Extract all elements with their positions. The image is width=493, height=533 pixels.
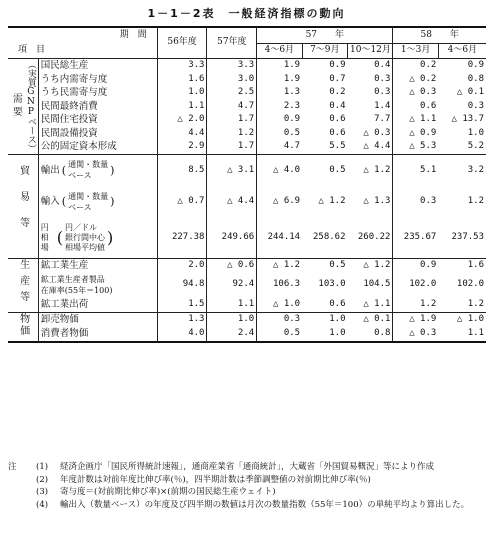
header-56: 56年度	[157, 27, 207, 59]
q58-1: 1～3月	[393, 43, 438, 58]
group-prod-label: 生産等	[8, 258, 38, 312]
table-row: 生産等 鉱工業生産 2.0 △ 0.6 △ 1.2 0.5 △ 1.2 0.9 1.6	[8, 258, 486, 272]
group-trade-label: 貿易等	[8, 154, 38, 258]
table-row: うち民需寄与度 1.0 2.5 1.3 0.2 0.3 △ 0.3 △ 0.1	[8, 86, 486, 100]
footnotes	[8, 461, 486, 511]
table-row: 円相場 ( 円／ドル 銀行間中心 相場平均値 ) 227.38 249.66 244.14 258.62 260.22 235.67 237.53	[8, 218, 486, 258]
table-row: 消費者物価 4.0 2.4 0.5 1.0 0.8 △ 0.3 1.1	[8, 327, 486, 342]
footnote: (3) 寄与度＝(対前期比伸び率)×(前期の国民総生産ウェイト)	[36, 487, 276, 497]
table-row: 鉱工業出荷 1.5 1.1 △ 1.0 0.6 △ 1.1 1.2 1.2	[8, 298, 486, 312]
economic-indicators-table	[8, 26, 486, 343]
header-kikan: 期 間	[119, 30, 147, 40]
footnote: (2) 年度計数は対前年度比伸び率(％)，四半期計数は季節調整値の対前期比伸び率(％)	[36, 474, 371, 485]
table-row: 民間最終消費 1.1 4.7 2.3 0.4 1.4 0.6 0.3	[8, 100, 486, 114]
q57-3: 10～12月	[348, 43, 393, 58]
group-gnp-label: 需要 （実質GNPベース）	[8, 59, 38, 155]
q57-1: 4～6月	[257, 43, 302, 58]
table-row: 物価 卸売物価 1.3 1.0 0.3 1.0 △ 0.1 △ 1.9 △ 1.0	[8, 312, 486, 327]
table-row: 民間住宅投資 △ 2.0 1.7 0.9 0.6 7.7 △ 1.1 △ 13.7	[8, 113, 486, 127]
header-58-quarters: 58 年	[393, 27, 486, 43]
table-title: 1－1－2表 一般経済指標の動向	[147, 7, 346, 20]
header-57-quarters: 57 年	[257, 27, 393, 43]
q57-2: 7～9月	[302, 43, 347, 58]
table-row: 需要 （実質GNPベース） 国民総生産 3.3 3.3 1.9 0.9 0.4 0.2 0.9	[8, 59, 486, 73]
table-row: うち内需寄与度 1.6 3.0 1.9 0.7 0.3 △ 0.2 0.8	[8, 73, 486, 87]
table-row: 公的固定資本形成 2.9 1.7 4.7 5.5 △ 4.4 △ 5.3 5.2	[8, 140, 486, 154]
q58-2: 4～6月	[438, 43, 486, 58]
header-corner	[8, 27, 157, 59]
header-koumoku: 項 目	[18, 44, 46, 55]
table-row: 貿易等 輸出 ( 通関・数量 ベース ) 8.5 △ 3.1 △ 4.0 0.5 △ 1.2 5.1 3.2	[8, 154, 486, 186]
table-row: 鉱工業生産者製品 在庫率(55年＝100) 94.8 92.4 106.3 103.0 104.5 102.0 102.0	[8, 272, 486, 298]
group-price-label: 物価	[8, 312, 38, 342]
header-57: 57年度	[207, 27, 257, 59]
table-row: 輸入 ( 通関・数量 ベース ) △ 0.7 △ 4.4 △ 6.9 △ 1.2 △ 1.3 0.3 1.2	[8, 186, 486, 218]
footnote: 注 (1) 経済企画庁「国民所得統計速報」，通商産業省「通商統計」，大蔵省「外国貿易概況」等により作成	[8, 462, 435, 472]
footnote: (4) 輸出入（数量ベース）の年度及び四半期の数値は月次の数量指数（55年＝100）の単純平均より算出した。	[36, 499, 470, 510]
table-row: 民間設備投資 4.4 1.2 0.5 0.6 △ 0.3 △ 0.9 1.0	[8, 127, 486, 141]
